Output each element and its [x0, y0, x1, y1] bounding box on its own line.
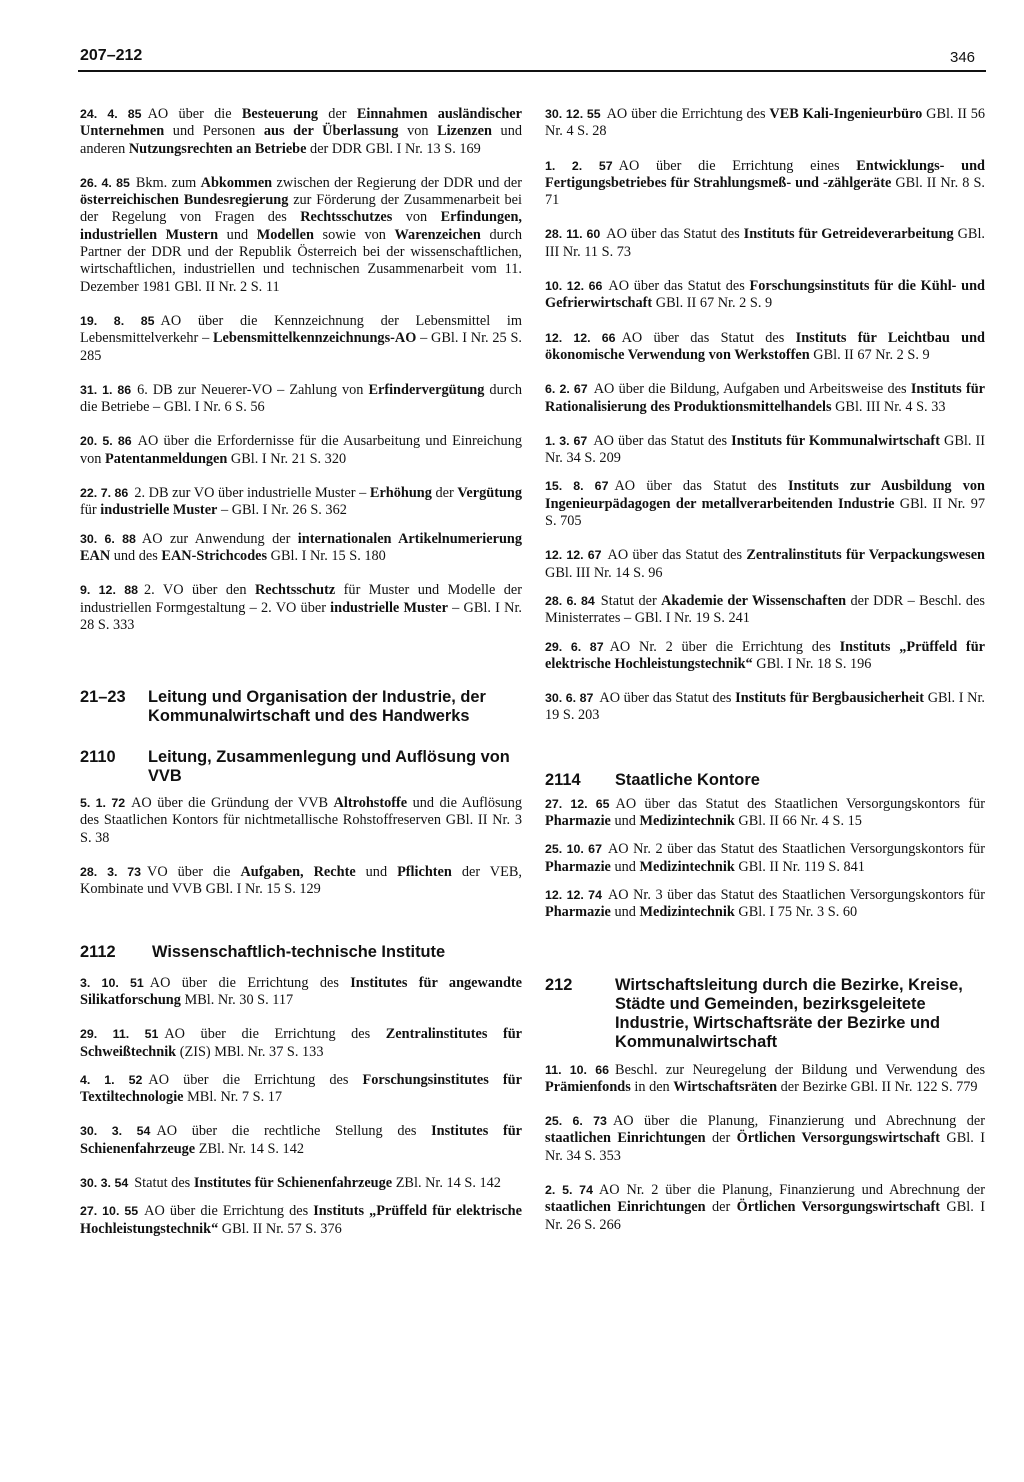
header-divider: [78, 70, 986, 72]
entry: 30. 6. 88 AO zur Anwendung der internationalen Artikelnumerierung EAN und des EAN-Strichcodes GBl. I Nr. 15 S. 180: [80, 530, 522, 564]
entry: 19. 8. 85 AO über die Kennzeichnung der Lebensmittel im Lebensmittelverkehr – Lebensmittelkennzeichnungs-AO – GBl. I Nr. 25 S. 285: [80, 312, 522, 364]
entry: 9. 12. 88 2. VO über den Rechtsschutz für Muster und Modelle der industriellen Formgestaltung – 2. VO über industrielle Muster – GBl. I Nr. 28 S. 333: [80, 582, 522, 633]
page-range-header: 207–212: [80, 47, 143, 64]
section-heading: 2114 Staatliche Kontore: [545, 770, 760, 789]
entry: 10. 12. 66 AO über das Statut des Forschungsinstituts für die Kühl- und Gefrierwirtschaft GBl. II 67 Nr. 2 S. 9: [545, 278, 986, 312]
entry: 1. 2. 57 AO über die Errichtung eines Entwicklungs- und Fertigungsbetriebes für Strahlungsmeß- und -zählgeräte GBl. II Nr. 8 S. 71: [545, 157, 985, 209]
entry: 28. 6. 84 Statut der Akademie der Wissenschaften der DDR – Beschl. des Ministerrates – GBl. I Nr. 19 S. 241: [545, 592, 985, 627]
entry: 15. 8. 67 AO über das Statut des Instituts zur Ausbildung von Ingenieurpädagogen der metallverarbeitenden Industrie GBl. II Nr. 97 S. 705: [545, 478, 986, 530]
entry: 12. 12. 74 AO Nr. 3 über das Statut des Staatlichen Versorgungskontors für Pharmazie und Medizintechnik GBl. I 75 Nr. 3 S. 60: [545, 886, 985, 921]
entry: 11. 10. 66 Beschl. zur Neuregelung der Bildung und Verwendung des Prämienfonds in den Wirtschaftsräten der Bezirke GBl. II Nr. 122 S. 779: [545, 1061, 986, 1095]
entry: 2. 5. 74 AO Nr. 2 über die Planung, Finanzierung und Abrechnung der staatlichen Einrichtungen der Örtlichen Versorgungswirtschaft GBl. I Nr. 26 S. 266: [545, 1181, 986, 1233]
entry: 28. 3. 73 VO über die Aufgaben, Rechte und Pflichten der VEB, Kombinate und VVB GBl. I Nr. 15 S. 129: [80, 864, 522, 898]
left-column: [80, 106, 522, 1238]
entry: 27. 12. 65 AO über das Statut des Staatlichen Versorgungskontors für Pharmazie und Medizintechnik GBl. II 66 Nr. 4 S. 15: [545, 795, 985, 830]
entry: 1. 3. 67 AO über das Statut des Instituts für Kommunalwirtschaft GBl. II Nr. 34 S. 209: [545, 432, 985, 467]
entry: 31. 1. 86 6. DB zur Neuerer-VO – Zahlung von Erfindervergütung durch die Betriebe – GBl. I Nr. 6 S. 56: [80, 381, 522, 416]
entry: 29. 11. 51 AO über die Errichtung des Zentralinstitutes für Schweißtechnik (ZIS) MBl. Nr. 37 S. 133: [80, 1026, 523, 1060]
entry: 26. 4. 85 Bkm. zum Abkommen zwischen der Regierung der DDR und der österreichischen Bundesregierung zur Förderung der Zusammenarbeit bei der Regelung von Fragen des Rechtsschutzes von Erfindungen, industriellen Mustern und Modellen sowie von Warenzeichen durch Partner der DDR und der Republik Österreich bei der wissenschaftlichen, wirtschaftlichen, industriellen und technischen Zusammenarbeit vom 11. Dezember 1981 GBl. II Nr. 2 S. 11: [80, 174, 523, 295]
entry: 30. 3. 54 Statut des Institutes für Schienenfahrzeuge ZBl. Nr. 14 S. 142: [80, 1174, 501, 1191]
entry: 4. 1. 52 AO über die Errichtung des Forschungsinstitutes für Textiltechnologie MBl. Nr. 7 S. 17: [80, 1071, 522, 1106]
entry: 30. 12. 55 AO über die Errichtung des VEB Kali-Ingenieurbüro GBl. II 56 Nr. 4 S. 28: [545, 106, 985, 140]
right-column: [545, 106, 985, 1234]
entry: 25. 6. 73 AO über die Planung, Finanzierung und Abrechnung der staatlichen Einrichtungen der Örtlichen Versorgungswirtschaft GBl. I Nr. 34 S. 353: [545, 1113, 986, 1164]
page-number: 346: [950, 49, 976, 66]
entry: 22. 7. 86 2. DB zur VO über industrielle Muster – Erhöhung der Vergütung für industrielle Muster – GBl. I Nr. 26 S. 362: [80, 485, 523, 519]
entry: 25. 10. 67 AO Nr. 2 über das Statut des Staatlichen Versorgungskontors für Pharmazie und Medizintechnik GBl. II Nr. 119 S. 841: [545, 841, 985, 875]
entry: 6. 2. 67 AO über die Bildung, Aufgaben und Arbeitsweise des Instituts für Rationalisierung des Produktionsmittelhandels GBl. III Nr. 4 S. 33: [545, 381, 986, 415]
section-heading: 21–23 Leitung und Organisation der Industrie, der Kommunalwirtschaft und des Handwerks: [80, 688, 486, 726]
entry: 30. 3. 54 AO über die rechtliche Stellung des Institutes für Schienenfahrzeuge ZBl. Nr. 14 S. 142: [80, 1123, 523, 1157]
entry: 20. 5. 86 AO über die Erfordernisse für die Ausarbeitung und Einreichung von Patentanmeldungen GBl. I Nr. 21 S. 320: [80, 433, 522, 467]
section-heading: 212 Wirtschaftsleitung durch die Bezirke, Kreise, Städte und Gemeinden, bezirksgeleitete Industrie, Wirtschaftsräte der Bezirke und Kommunalwirtschaft: [545, 975, 963, 1051]
section-heading: 2110 Leitung, Zusammenlegung und Auflösung von VVB: [80, 748, 510, 786]
entry: 30. 6. 87 AO über das Statut des Instituts für Bergbausicherheit GBl. I Nr. 19 S. 203: [545, 690, 986, 724]
entry: 3. 10. 51 AO über die Errichtung des Institutes für angewandte Silikatforschung MBl. Nr. 30 S. 117: [80, 974, 522, 1008]
entry: 5. 1. 72 AO über die Gründung der VVB Altrohstoffe und die Auflösung des Staatlichen Kontors für nichtmetallische Rohstoffreserven GBl. II Nr. 3 S. 38: [80, 795, 523, 846]
entry: 27. 10. 55 AO über die Errichtung des Instituts „Prüffeld für elektrische Hochleistungstechnik“ GBl. II Nr. 57 S. 376: [80, 1203, 522, 1237]
section-heading: 2112 Wissenschaftlich-technische Institute: [80, 942, 446, 961]
entry: 28. 11. 60 AO über das Statut des Instituts für Getreideverarbeitung GBl. III Nr. 11 S. 73: [545, 226, 986, 260]
entry: 12. 12. 67 AO über das Statut des Zentralinstituts für Verpackungswesen GBl. III Nr. 14 S. 96: [545, 547, 985, 581]
entry: 12. 12. 66 AO über das Statut des Instituts für Leichtbau und ökonomische Verwendung von Werkstoffen GBl. II 67 Nr. 2 S. 9: [545, 329, 985, 363]
entry: 24. 4. 85 AO über die Besteuerung der Einnahmen ausländischer Unternehmen und Personen aus der Überlassung von Lizenzen und anderen Nutzungsrechten an Betriebe der DDR GBl. I Nr. 13 S. 169: [80, 106, 522, 157]
entry: 29. 6. 87 AO Nr. 2 über die Errichtung des Instituts „Prüffeld für elektrische Hochleistungstechnik“ GBl. I Nr. 18 S. 196: [545, 638, 985, 672]
